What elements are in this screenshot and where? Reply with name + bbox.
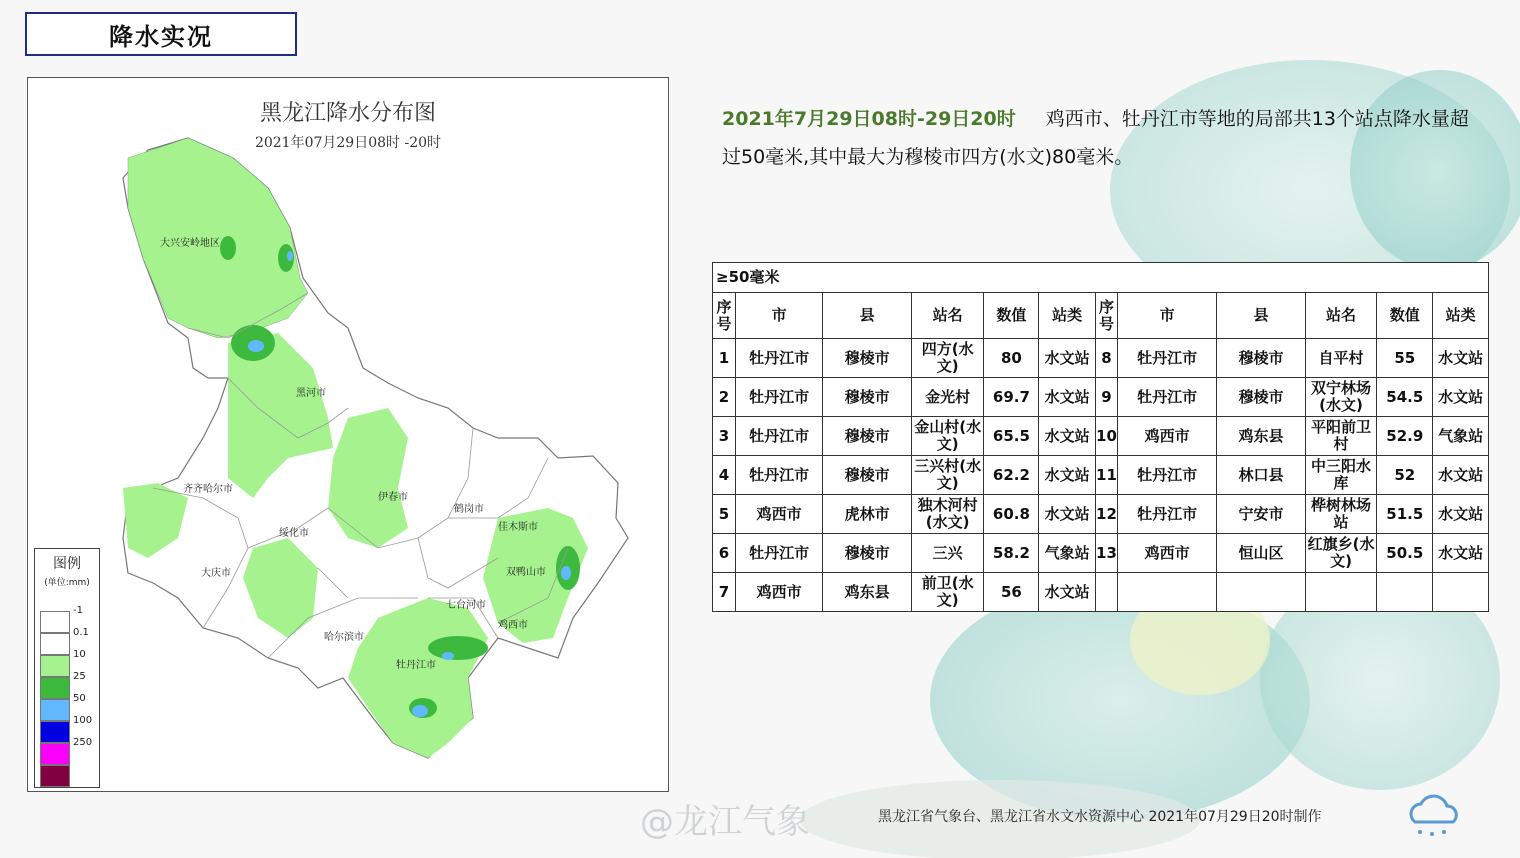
city-label: 伊春市 (378, 492, 408, 503)
table-cell: 金光村 (911, 378, 984, 417)
legend-label: 25 (73, 671, 86, 682)
table-header-cell: 站类 (1039, 293, 1096, 339)
table-cell: 12 (1096, 495, 1118, 534)
table-cell: 穆棱市 (823, 378, 911, 417)
table-caption: ≥50毫米 (713, 263, 1489, 293)
table-cell: 水文站 (1039, 456, 1096, 495)
table-cell: 水文站 (1039, 573, 1096, 612)
legend-swatch (40, 633, 70, 655)
table-cell: 62.2 (984, 456, 1039, 495)
rain-area-25-50 (428, 636, 488, 660)
legend-label: 250 (73, 737, 93, 748)
table-cell: 牡丹江市 (1117, 339, 1216, 378)
legend-label: 0.1 (73, 627, 89, 638)
table-cell (1096, 573, 1118, 612)
table-cell: 红旗乡(水文) (1305, 534, 1377, 573)
table-cell: 水文站 (1039, 495, 1096, 534)
city-label: 绥化市 (279, 528, 309, 539)
table-cell: 金山村(水文) (911, 417, 984, 456)
table-cell: 水文站 (1039, 339, 1096, 378)
table-row (713, 495, 1489, 534)
table-cell: 52.9 (1377, 417, 1433, 456)
table-cell: 69.7 (984, 378, 1039, 417)
city-label: 牡丹江市 (396, 660, 436, 671)
table-cell: 2 (713, 378, 736, 417)
table-cell: 中三阳水库 (1305, 456, 1377, 495)
map-legend (34, 548, 100, 788)
city-label: 大庆市 (201, 568, 231, 579)
table-header-cell: 序号 (713, 293, 736, 339)
table-cell: 鸡西市 (1117, 417, 1216, 456)
table-cell: 双宁林场(水文) (1305, 378, 1377, 417)
city-label: 佳木斯市 (498, 522, 538, 533)
table-header-cell: 站名 (1305, 293, 1377, 339)
table-cell: 四方(水文) (911, 339, 984, 378)
legend-swatch (40, 765, 70, 787)
table-cell: 鸡西市 (1117, 534, 1216, 573)
table-header-row (713, 293, 1489, 339)
rain-area-25-50 (220, 236, 236, 260)
table-cell: 气象站 (1039, 534, 1096, 573)
table-cell: 水文站 (1433, 339, 1489, 378)
table-header-cell: 站类 (1433, 293, 1489, 339)
city-label: 鸡西市 (498, 620, 528, 631)
table-cell: 水文站 (1433, 534, 1489, 573)
table-cell: 水文站 (1433, 495, 1489, 534)
table-header-cell: 数值 (984, 293, 1039, 339)
table-cell: 牡丹江市 (1117, 456, 1216, 495)
table-cell: 牡丹江市 (735, 534, 822, 573)
table-cell (1117, 573, 1216, 612)
table-cell: 穆棱市 (823, 417, 911, 456)
legend-label: 50 (73, 693, 86, 704)
map-title: 黑龙江降水分布图 (259, 101, 436, 126)
table-cell: 平阳前卫村 (1305, 417, 1377, 456)
table-cell: 宁安市 (1217, 495, 1305, 534)
table-cell: 水文站 (1433, 456, 1489, 495)
summary-body: 鸡西市、牡丹江市等地的局部共13个站点降水量超过50毫米,其中最大为穆棱市四方(水文)80毫米。 (722, 108, 1469, 168)
table-row (713, 456, 1489, 495)
legend-label: -1 (73, 605, 83, 616)
table-header-cell: 站名 (911, 293, 984, 339)
table-cell: 三兴 (911, 534, 984, 573)
table-cell: 鸡西市 (735, 573, 822, 612)
table-row (713, 339, 1489, 378)
table-cell: 穆棱市 (823, 456, 911, 495)
table-cell: 6 (713, 534, 736, 573)
page-title: 降水实况 (109, 22, 213, 51)
table-cell: 54.5 (1377, 378, 1433, 417)
table-cell: 牡丹江市 (1117, 495, 1216, 534)
city-label: 哈尔滨市 (324, 632, 364, 643)
table-cell: 牡丹江市 (735, 417, 822, 456)
table-cell: 5 (713, 495, 736, 534)
table-cell: 虎林市 (823, 495, 911, 534)
table-cell: 8 (1096, 339, 1118, 378)
precipitation-map (27, 77, 669, 792)
page-title-box (25, 12, 297, 56)
table-cell: 恒山区 (1217, 534, 1305, 573)
legend-swatch (40, 655, 70, 677)
table-header-cell: 数值 (1377, 293, 1433, 339)
legend-label: 10 (73, 649, 86, 660)
table-cell (1217, 573, 1305, 612)
table-cell (1377, 573, 1433, 612)
table-cell: 50.5 (1377, 534, 1433, 573)
table-cell: 牡丹江市 (735, 339, 822, 378)
table-header-cell: 市 (1117, 293, 1216, 339)
watermark: @龙江气象 (640, 802, 810, 842)
table-cell: 前卫(水文) (911, 573, 984, 612)
city-label: 鹤岗市 (454, 504, 484, 515)
legend-swatch (40, 699, 70, 721)
legend-swatch (40, 611, 70, 633)
table-row (713, 417, 1489, 456)
table-cell: 牡丹江市 (1117, 378, 1216, 417)
table-cell: 65.5 (984, 417, 1039, 456)
table-cell: 鸡东县 (1217, 417, 1305, 456)
city-label: 齐齐哈尔市 (183, 484, 233, 495)
table-cell: 桦树林场站 (1305, 495, 1377, 534)
table-cell: 独木河村(水文) (911, 495, 984, 534)
table-cell: 10 (1096, 417, 1118, 456)
table-cell: 水文站 (1039, 417, 1096, 456)
table-cell: 11 (1096, 456, 1118, 495)
rain-area-50-100 (287, 251, 293, 261)
city-label: 大兴安岭地区 (160, 238, 220, 249)
table-cell: 13 (1096, 534, 1118, 573)
legend-unit: (单位:mm) (44, 578, 90, 588)
table-cell: 51.5 (1377, 495, 1433, 534)
weather-logo-icon (1400, 790, 1470, 840)
table-cell (1305, 573, 1377, 612)
table-cell: 自平村 (1305, 339, 1377, 378)
table-cell: 牡丹江市 (735, 378, 822, 417)
table-cell: 3 (713, 417, 736, 456)
table-cell: 52 (1377, 456, 1433, 495)
table-cell: 气象站 (1433, 417, 1489, 456)
table-cell: 穆棱市 (1217, 378, 1305, 417)
rain-area-50-100 (412, 705, 428, 717)
table-cell: 鸡西市 (735, 495, 822, 534)
legend-swatch (40, 677, 70, 699)
table-header-cell: 县 (1217, 293, 1305, 339)
table-header-cell: 市 (735, 293, 822, 339)
table-header-cell: 序号 (1096, 293, 1118, 339)
city-label: 黑河市 (296, 388, 326, 399)
map-graphic (28, 78, 668, 791)
table-cell: 80 (984, 339, 1039, 378)
rain-area-50-100 (248, 340, 264, 352)
table-cell: 穆棱市 (1217, 339, 1305, 378)
table-cell: 56 (984, 573, 1039, 612)
table-row (713, 534, 1489, 573)
legend-swatch (40, 721, 70, 743)
legend-swatch (40, 743, 70, 765)
table-row (713, 573, 1489, 612)
table-header-cell: 县 (823, 293, 911, 339)
table-cell: 三兴村(水文) (911, 456, 984, 495)
table-row (713, 378, 1489, 417)
table-cell: 7 (713, 573, 736, 612)
table-cell: 55 (1377, 339, 1433, 378)
summary-date: 2021年7月29日08时-29日20时 (722, 108, 1016, 130)
rain-area-50-100 (561, 566, 571, 580)
table-cell: 1 (713, 339, 736, 378)
city-label: 七台河市 (446, 600, 486, 611)
footer-credit: 黑龙江省气象台、黑龙江省水文水资源中心 2021年07月29日20时制作 (878, 809, 1322, 825)
table-cell: 水文站 (1039, 378, 1096, 417)
table-cell: 穆棱市 (823, 534, 911, 573)
table-cell (1433, 573, 1489, 612)
table-cell: 水文站 (1433, 378, 1489, 417)
summary-text (722, 100, 1482, 176)
table-cell: 牡丹江市 (735, 456, 822, 495)
legend-title: 图例 (53, 556, 81, 572)
table-cell: 58.2 (984, 534, 1039, 573)
legend-label: 100 (73, 715, 93, 726)
map-subtitle: 2021年07月29日08时 -20时 (254, 135, 442, 151)
rainfall-table (712, 262, 1489, 612)
city-label: 双鸭山市 (506, 567, 546, 578)
table-cell: 9 (1096, 378, 1118, 417)
table-cell: 鸡东县 (823, 573, 911, 612)
table-cell: 林口县 (1217, 456, 1305, 495)
table-cell: 4 (713, 456, 736, 495)
table-cell: 穆棱市 (823, 339, 911, 378)
rain-area-50-100 (442, 652, 454, 660)
table-cell: 60.8 (984, 495, 1039, 534)
